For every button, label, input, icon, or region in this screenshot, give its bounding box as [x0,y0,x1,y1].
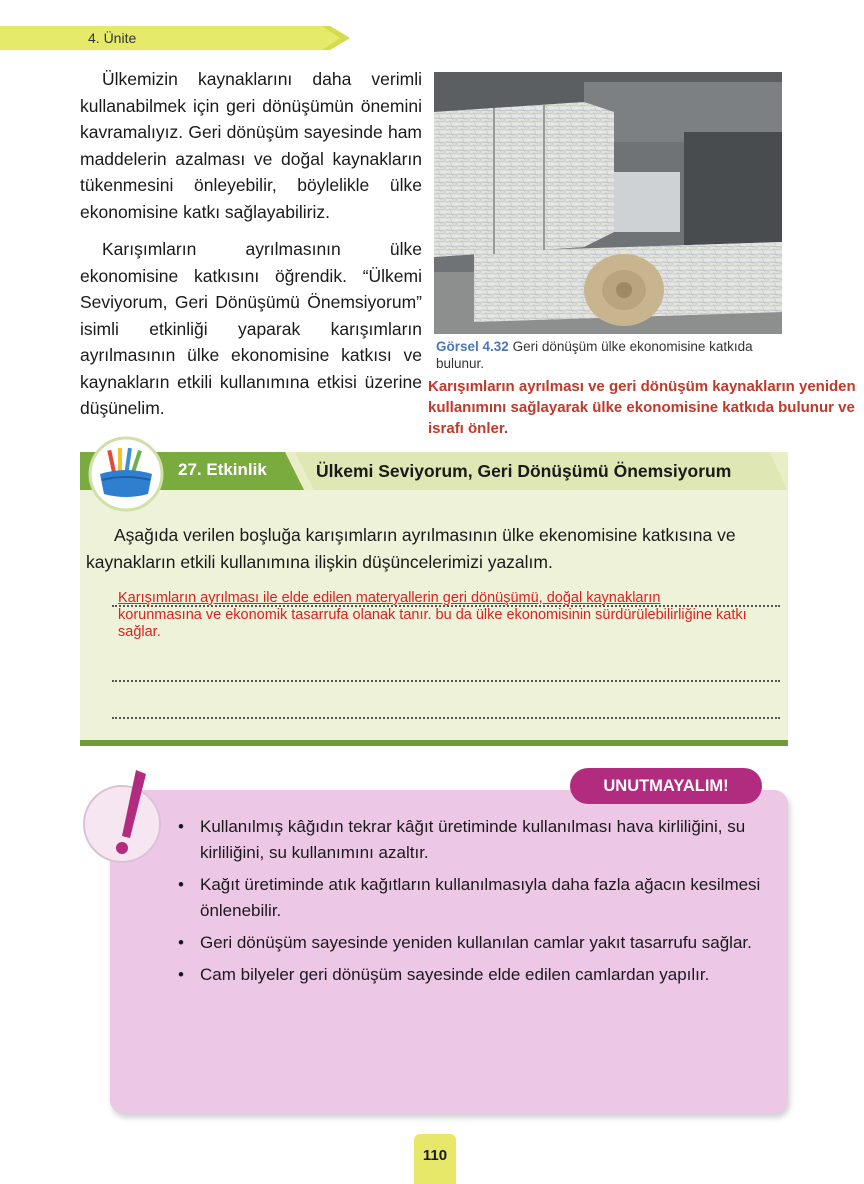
intro-text [80,66,422,433]
reminder-item: • Cam bilyeler geri dönüşüm sayesinde elde edilen camlardan yapılır. [178,965,710,984]
answer-line-3[interactable] [112,717,780,721]
intro-paragraph-1: Ülkemizin kaynaklarını daha verimli kullanabilmek için geri dönüşümün önemini kavramalıyız. Geri dönüşüm sayesinde ham maddelerin azalması ve doğal kaynakların tükenmesini önleyebilir, böylelikle ülke ekonomisine katkı sağlayabiliriz. [80,69,422,222]
page-number: 110 [414,1134,456,1184]
intro-paragraph-2: Karışımların ayrılmasının ülke ekonomisine katkısını öğrendik. “Ülkemi Seviyorum, Geri Dönüşümü Önemsiyorum” isimli etkinliği yaparak karışımların ayrılmasının ülke ekonomisine katkısı ve kaynakların etkili kullanımına etkisi üzerine düşünelim. [80,239,422,418]
red-note: Karışımların ayrılması ve geri dönüşüm kaynakların yeniden kullanımını sağlayarak ülke ekonomisine katkıda bulunur ve israfı önler. [428,378,856,437]
reminder-item: • Kağıt üretiminde atık kağıtların kullanılmasıyla daha fazla ağacın kesilmesi önlenebilir. [178,875,761,920]
activity-instruction: Aşağıda verilen boşluğa karışımların ayrılmasının ülke ekenomisine katkısına ve kaynakların etkili kullanımına ilişkin düşüncelerimizi yazalım. [86,525,736,572]
reminder-title: UNUTMAYALIM! [570,768,762,804]
reminder-item: • Geri dönüşüm sayesinde yeniden kullanılan camlar yakıt tasarrufu sağlar. [178,933,752,952]
handwritten-answer [118,590,786,641]
answer-text-line-1: Karışımların ayrılması ile elde edilen materyallerin geri dönüşümü, doğal kaynakların [118,590,661,606]
activity-bottom-border [80,740,788,746]
figure-label: Görsel 4.32 [436,339,509,354]
figure-caption-text: Geri dönüşüm ülke ekonomisine katkıda bulunur. [436,339,753,371]
exclamation-icon [78,766,170,866]
answer-text-rest: korunmasına ve ekonomik tasarrufa olanak tanır. bu da ülke ekonomisinin sürdürülebilirliğine katkı sağlar. [118,607,747,640]
reminder-list [178,814,782,994]
activity-number: 27. Etkinlik [178,460,267,479]
reminder-item: • Kullanılmış kâğıdın tekrar kâğıt üretiminde kullanılması hava kirliliğini, su kirliliğini, su kullanımını azaltır. [178,817,746,862]
activity-title: Ülkemi Seviyorum, Geri Dönüşümü Önemsiyorum [316,461,732,481]
pencil-case-icon [88,436,164,512]
answer-line-2[interactable] [112,680,780,684]
recycling-photo [434,72,782,334]
figure-caption [436,338,776,372]
unit-label: 4. Ünite [88,30,137,46]
unit-tab [0,26,350,50]
